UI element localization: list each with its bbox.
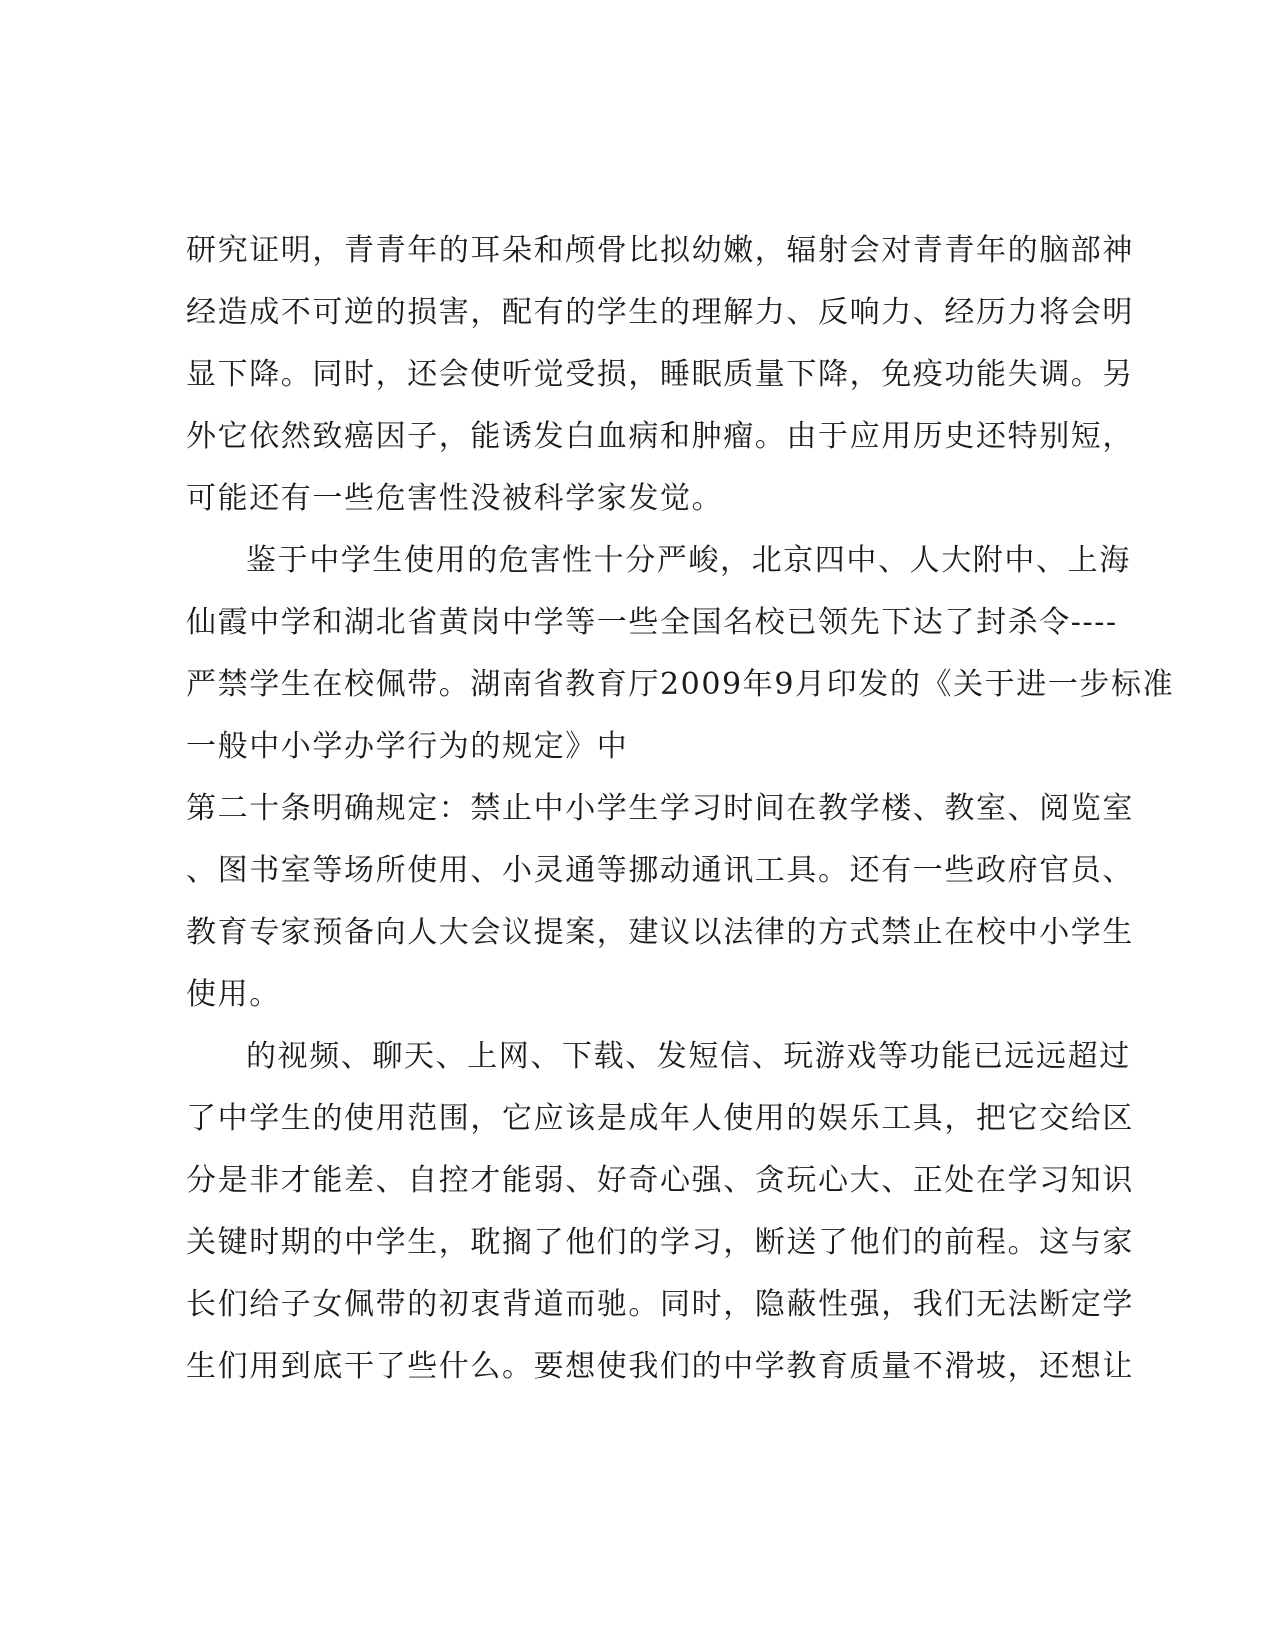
text-line: 显下降。同时，还会使听觉受损，睡眠质量下降，免疫功能失调。另	[186, 357, 1134, 392]
text-line: 长们给子女佩带的初衷背道而驰。同时，隐蔽性强，我们无法断定学	[186, 1287, 1134, 1322]
text-line: 鉴于中学生使用的危害性十分严峻，北京四中、人大附中、上海	[246, 543, 1131, 578]
text-line: 外它依然致癌因子，能诱发白血病和肿瘤。由于应用历史还特别短，	[186, 419, 1134, 454]
text-line: 经造成不可逆的损害，配有的学生的理解力、反响力、经历力将会明	[186, 295, 1134, 330]
text-line: 的视频、聊天、上网、下载、发短信、玩游戏等功能已远远超过	[246, 1039, 1131, 1074]
body-text	[186, 220, 1175, 1398]
paragraph-2	[186, 530, 1175, 1026]
text-line: 使用。	[186, 977, 281, 1012]
text-line: 一般中小学办学行为的规定》中	[186, 729, 629, 764]
text-line: 生们用到底干了些什么。要想使我们的中学教育质量不滑坡，还想让	[186, 1349, 1134, 1384]
text-line: 严禁学生在校佩带。湖南省教育厅2009年9月印发的《关于进一步标准	[186, 667, 1175, 702]
text-line: 关键时期的中学生，耽搁了他们的学习，断送了他们的前程。这与家	[186, 1225, 1134, 1260]
text-line: 教育专家预备向人大会议提案，建议以法律的方式禁止在校中小学生	[186, 915, 1134, 950]
paragraph-3	[186, 1026, 1134, 1398]
text-line: 、图书室等场所使用、小灵通等挪动通讯工具。还有一些政府官员、	[186, 853, 1134, 888]
text-line: 分是非才能差、自控才能弱、好奇心强、贪玩心大、正处在学习知识	[186, 1163, 1134, 1198]
text-line: 第二十条明确规定：禁止中小学生学习时间在教学楼、教室、阅览室	[186, 791, 1134, 826]
text-line: 了中学生的使用范围，它应该是成年人使用的娱乐工具，把它交给区	[186, 1101, 1134, 1136]
text-line: 可能还有一些危害性没被科学家发觉。	[186, 481, 724, 516]
text-line: 仙霞中学和湖北省黄岗中学等一些全国名校已领先下达了封杀令----	[186, 605, 1118, 640]
text-line: 研究证明，青青年的耳朵和颅骨比拟幼嫩，辐射会对青青年的脑部神	[186, 233, 1134, 268]
paragraph-1	[186, 220, 1134, 530]
